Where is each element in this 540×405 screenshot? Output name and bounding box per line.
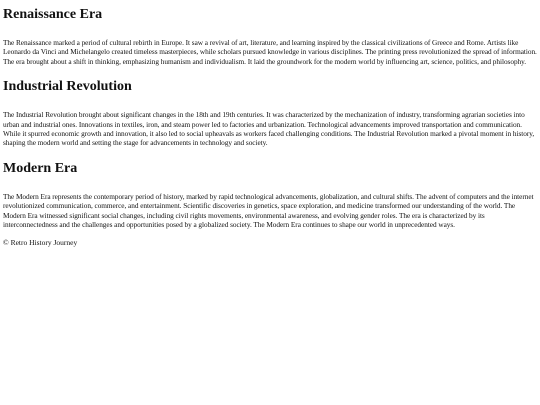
section-industrial-revolution xyxy=(3,80,537,148)
section-body: The Modern Era represents the contemporary period of history, marked by rapid technological advancements, globalization, and cultural shifts. The advent of computers and the internet revolutionized communication, commerce, and entertainment. Scientific discoveries in genetics, space exploration, and medicine transformed our understanding of the world. The Modern Era witnessed significant social changes, including civil rights movements, environmental awareness, and evolving gender roles. The era is characterized by its interconnectedness and the challenges and opportunities posed by a globalized society. The Modern Era continues to shape our world in unprecedented ways. xyxy=(3,191,534,230)
section-body: The Industrial Revolution brought about significant changes in the 18th and 19th centuries. It was characterized by the mechanization of industry, transforming agrarian societies into urban and industrial ones. Innovations in textiles, iron, and steam power led to factories and urbanization. Technological advancements improved transportation and communication. While it spurred economic growth and innovation, it also led to social upheavals as workers faced challenging conditions. The Industrial Revolution marked a pivotal moment in history, shaping the modern world and setting the stage for advancements in technology and society. xyxy=(3,110,535,148)
section-modern-era xyxy=(3,162,537,230)
section-heading: Industrial Revolution xyxy=(3,79,132,95)
footer-copyright: © Retro History Journey xyxy=(3,238,78,248)
section-body: The Renaissance marked a period of cultural rebirth in Europe. It saw a revival of art, literature, and learning inspired by the classical civilizations of Greece and Rome. Artists like Leonardo da Vinci and Michelangelo created timeless masterpieces, while scholars pursued knowledge in various disciplines. The printing press revolutionized the spread of information. The era brought about a shift in thinking, emphasizing humanism and individualism. It laid the groundwork for the modern world by influencing art, science, politics, and philosophy. xyxy=(3,38,537,66)
footer xyxy=(3,238,537,248)
section-heading: Modern Era xyxy=(3,160,78,176)
section-renaissance-era xyxy=(3,8,537,66)
section-heading: Renaissance Era xyxy=(3,7,103,22)
